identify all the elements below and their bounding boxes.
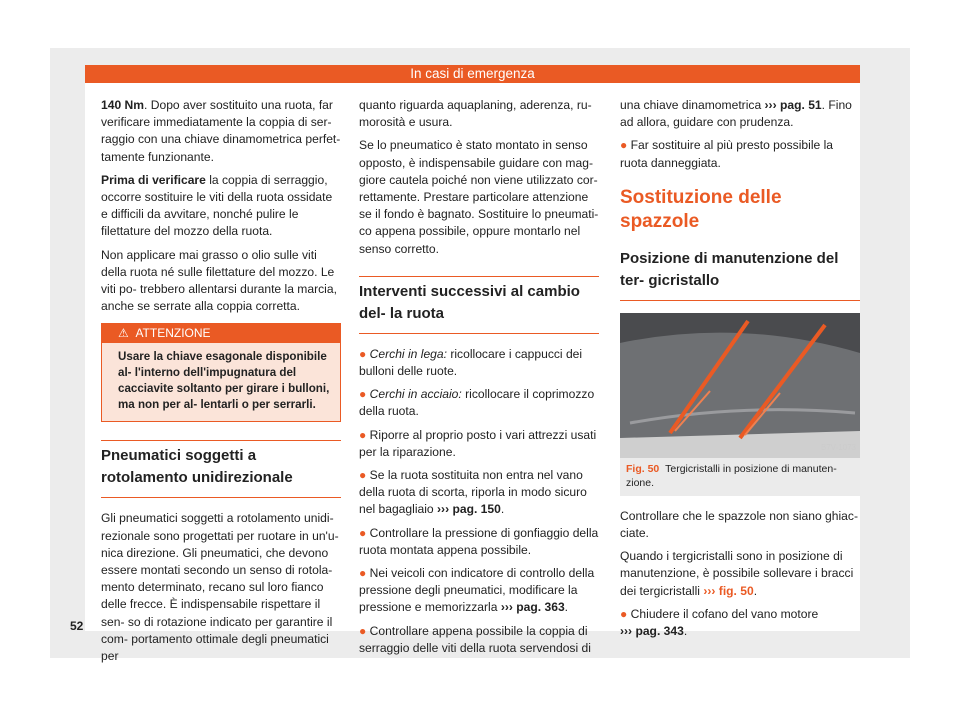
paragraph-lift: Quando i tergicristalli sono in posizione di manutenzione, è possibile sollevare i bracci dei tergicristalli ››› fig. 50. [620, 549, 854, 598]
list-item: ● Cerchi in lega: ricollocare i cappucci dei bulloni delle ruote. [359, 346, 583, 379]
list-item: ● Controllare la pressione di gonfiaggio della ruota montata appena possibile. [359, 525, 599, 557]
list-item: ● Far sostituire al più presto possibile la ruota danneggiata. [620, 138, 834, 170]
paragraph-wrench: una chiave dinamometrica ››› pag. 51. Fino ad allora, guidare con prudenza. [620, 98, 852, 130]
paragraph-ice: Controllare che le spazzole non siano ghiac- ciate. [620, 508, 858, 541]
warning-header: ⚠ ATTENZIONE [102, 324, 340, 343]
heading-after-change: Interventi successivi al cambio del- la ruota [359, 276, 599, 334]
paragraph-aquaplaning: quanto riguarda aquaplaning, aderenza, ru- morosità e usura. [359, 98, 592, 130]
paragraph-directional: Gli pneumatici soggetti a rotolamento unidi- rezionale sono progettati per ruotare in un'u- nica direzione. Gli pneumatici, che devono essere montati secondo un senso di rotola- mento determinato, recano sul loro fianco delle frecce. È indispensabile rispettare il sen- so di rotazione indicato per garantire il com- portamento ottimale degli pneumatici per [101, 511, 339, 664]
column-left [101, 97, 341, 671]
column-right [620, 97, 860, 646]
paragraph-torque: 140 Nm. Dopo aver sostituito una ruota, far verificare immediatamente la coppia di ser- raggio con una chiave dinamometrica perfet- tamente funzionante. [101, 98, 341, 164]
page-link[interactable]: ››› pag. 51 [764, 98, 822, 112]
list-item: ● Cerchi in acciaio: ricollocare il coprimozzo della ruota. [359, 387, 595, 419]
warning-box [101, 323, 341, 422]
list-item: ● Nei veicoli con indicatore di controllo della pressione degli pneumatici, modificare la pressione e memorizzarla ››› pag. 363. [359, 566, 595, 615]
page-link[interactable]: ››› pag. 363 [500, 600, 565, 615]
paragraph-opposite: Se lo pneumatico è stato montato in senso opposto, è indispensabile guidare con mag- giore cautela poiché non viene utilizzato cor- rettamente. Prestare particolare attenzione se il fondo è bagnato. Sostituire lo pneumati- co appena possibile, oppure montarlo nel senso corretto. [359, 138, 599, 256]
figure-code: B7V-1073 [820, 442, 856, 452]
list-item: ● Se la ruota sostituita non entra nel vano della ruota di scorta, riporla in modo sicuro nel bagagliaio ››› pag. 150. [359, 468, 587, 517]
wiper-illustration [620, 313, 860, 458]
page-link[interactable]: ››› pag. 343 [620, 624, 684, 639]
column-middle [359, 97, 599, 663]
wiper-figure [620, 313, 860, 458]
figure-link[interactable]: ››› fig. 50 [703, 583, 754, 598]
subsection-title: Posizione di manutenzione del ter- gicristallo [620, 248, 860, 301]
page-link[interactable]: ››› pag. 150 [437, 502, 501, 517]
paragraph-grease: Non applicare mai grasso o olio sulle viti della ruota né sulle filettature del mozzo. Le viti po- trebbero allentarsi durante la marcia, anche se serrate alla coppia corretta. [101, 247, 337, 314]
page-number: 52 [70, 619, 84, 633]
section-title: Sostituzione delle spazzole [620, 186, 782, 232]
list-item: ● Chiudere il cofano del vano motore ››› pag. 343. [620, 606, 819, 639]
figure-caption: Fig. 50 Tergicristalli in posizione di manuten- zione. [620, 458, 860, 496]
section-header: In casi di emergenza [85, 65, 860, 83]
paragraph-check: Prima di verificare la coppia di serraggio, occorre sostituire le viti della ruota ossidate e difficili da avvitare, nonché pulire le filettature del mozzo della ruota. [101, 172, 333, 239]
warning-icon: ⚠ [118, 326, 136, 341]
manual-page [85, 65, 860, 664]
warning-text: Usare la chiave esagonale disponibile al- l'interno dell'impugnatura del cacciavite soltanto per girare i bulloni, ma non per al- lentarli o per serrarli. [102, 343, 340, 421]
list-item: ● Controllare appena possibile la coppia di serraggio delle viti della ruota servendosi di [359, 623, 591, 655]
heading-directional-tires: Pneumatici soggetti a rotolamento unidirezionale [101, 440, 341, 498]
list-item: ● Riporre al proprio posto i vari attrezzi usati per la riparazione. [359, 427, 597, 459]
